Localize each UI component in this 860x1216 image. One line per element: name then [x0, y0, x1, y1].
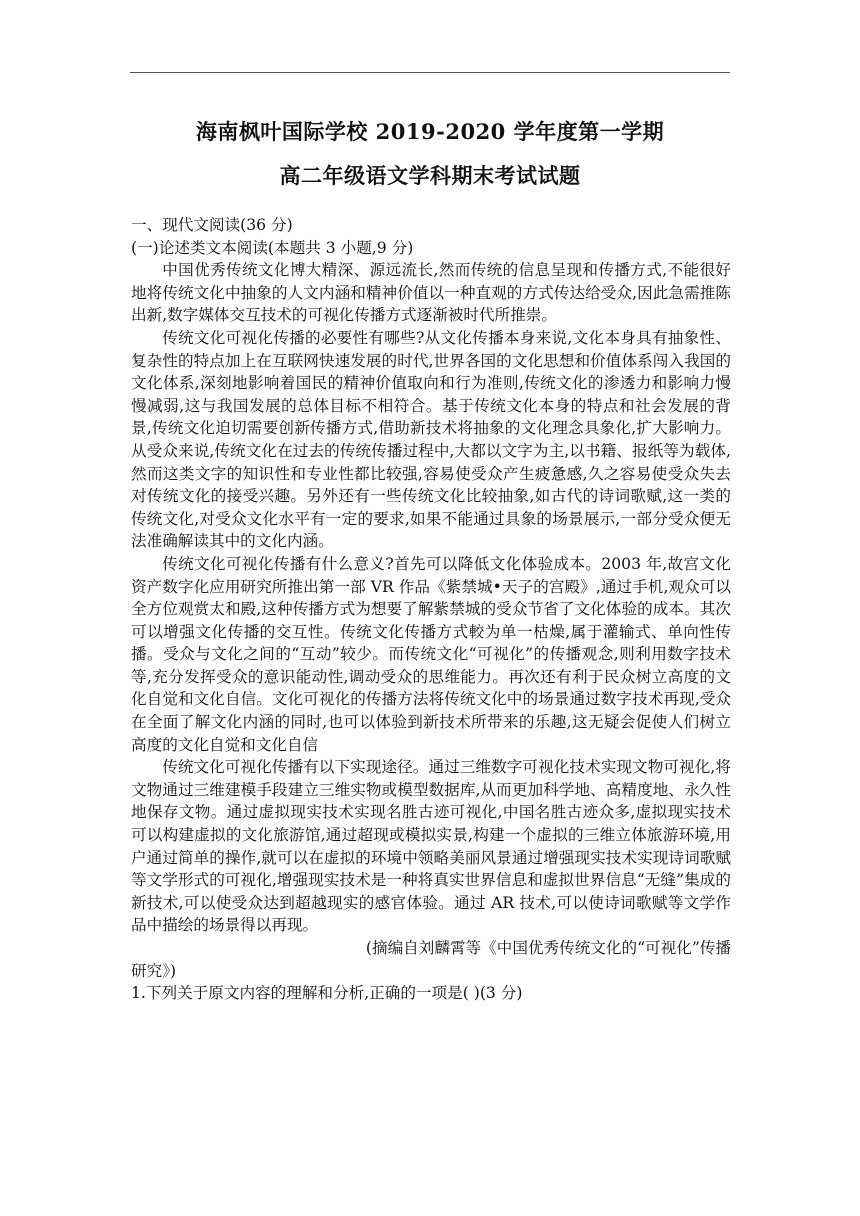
- passage-paragraph-2: 传统文化可视化传播的必要性有哪些?从文化传播本身来说,文化本身具有抽象性、复杂性的特点加上在互联网快速发展的时代,世界各国的文化思想和价值体系闯入我国的文化体系,深刻地影响着国民的精神价值取向和行为准则,传统文化的渗透力和影响力慢慢减弱,这与我国发展的总体目标不相符合。基于传统文化本身的特点和社会发展的背景,传统文化迫切需要创新传播方式,借助新技术将抽象的文化理念具象化,扩大影响力。从受众来说,传统文化在过去的传统传播过程中,大都以文字为主,以书籍、报纸等为载体,然而这类文字的知识性和专业性都比较强,容易使受众产生疲惫感,久之容易使受众失去对传统文化的接受兴趣。另外还有一些传统文化比较抽象,如古代的诗词歌赋,这一类的传统文化,对受众文化水平有一定的要求,如果不能通过具象的场景展示,一部分受众便无法准确解读其中的文化内涵。: [131, 328, 731, 551]
- exam-title-subject: 高二年级语文学科期末考试试题: [279, 163, 581, 188]
- passage-paragraph-3: 传统文化可视化传播有什么意义?首先可以降低文化体验成本。2003 年,故宫文化资产数字化应用研究所推出第一部 VR 作品《紫禁城•天子的宫殿》,通过手机,观众可以全方位观赏太和殿,这种传播方式为想要了解紫禁城的受众节省了文化体验的成本。其次可以增强文化传播的交互性。传统文化传播方式較为单一枯燥,属于灌输式、单向性传播。受众与文化之间的“互动”较少。而传统文化“可视化”的传播观念,则利用数字技术等,充分发挥受众的意识能动性,调动受众的思维能力。再次还有利于民众树立高度的文化自觉和文化自信。文化可视化的传播方法将传统文化中的场景通过数字技术再现,受众在全面了解文化内涵的同时,也可以体验到新技术所带来的乐趣,这无疑会促使人们树立高度的文化自觉和文化自信: [131, 554, 731, 754]
- passage-paragraph-1: 中国优秀传统文化博大精深、源远流长,然而传统的信息呈现和传播方式,不能很好地将传统文化中抽象的人文内涵和精神价值以一种直观的方式传达给受众,因此急需推陈出新,数字媒体交互技术的可视化传播方式逐渐被时代所推崇。: [131, 261, 731, 325]
- passage-paragraph-4: 传统文化可视化传播有以下实现途径。通过三维数字可视化技术实现文物可视化,将文物通过三维建模手段建立三维实物或模型数据库,从而更加科学地、高精度地、永久性地保存文物。通过虚拟现实技术实现名胜古迹可视化,中国名胜古迹众多,虚拟现实技术可以构建虚拟的文化旅游馆,通过超现或模拟实景,构建一个虚拟的三维立体旅游环境,用户通过简单的操作,就可以在虚拟的环境中领略美丽风景通过增强现实技术实现诗词歌赋等文学形式的可视化,增强现实技术是一种将真实世界信息和虚拟世界信息“无缝”集成的新技术,可以使受众达到超越现实的感官体验。通过 AR 技术,可以使诗词歌赋等文学作品中描绘的场景得以再现。: [131, 758, 731, 935]
- exam-title-school: 海南枫叶国际学校 2019-2020 学年度第一学期: [195, 119, 665, 144]
- question-1: 1.下列关于原文内容的理解和分析,正确的一项是( )(3 分): [131, 984, 523, 1003]
- citation-line-2: 研究》): [131, 961, 177, 980]
- exam-content: [131, 214, 731, 1005]
- section-heading: 一、现代文阅读(36 分): [131, 216, 293, 234]
- section-subheading: (一)论述类文本阅读(本题共 3 小题,9 分): [131, 238, 414, 257]
- header-rule: [130, 72, 730, 73]
- citation-line-1: (摘编自刘麟霄等《中国优秀传统文化的“可视化”传播: [365, 939, 731, 957]
